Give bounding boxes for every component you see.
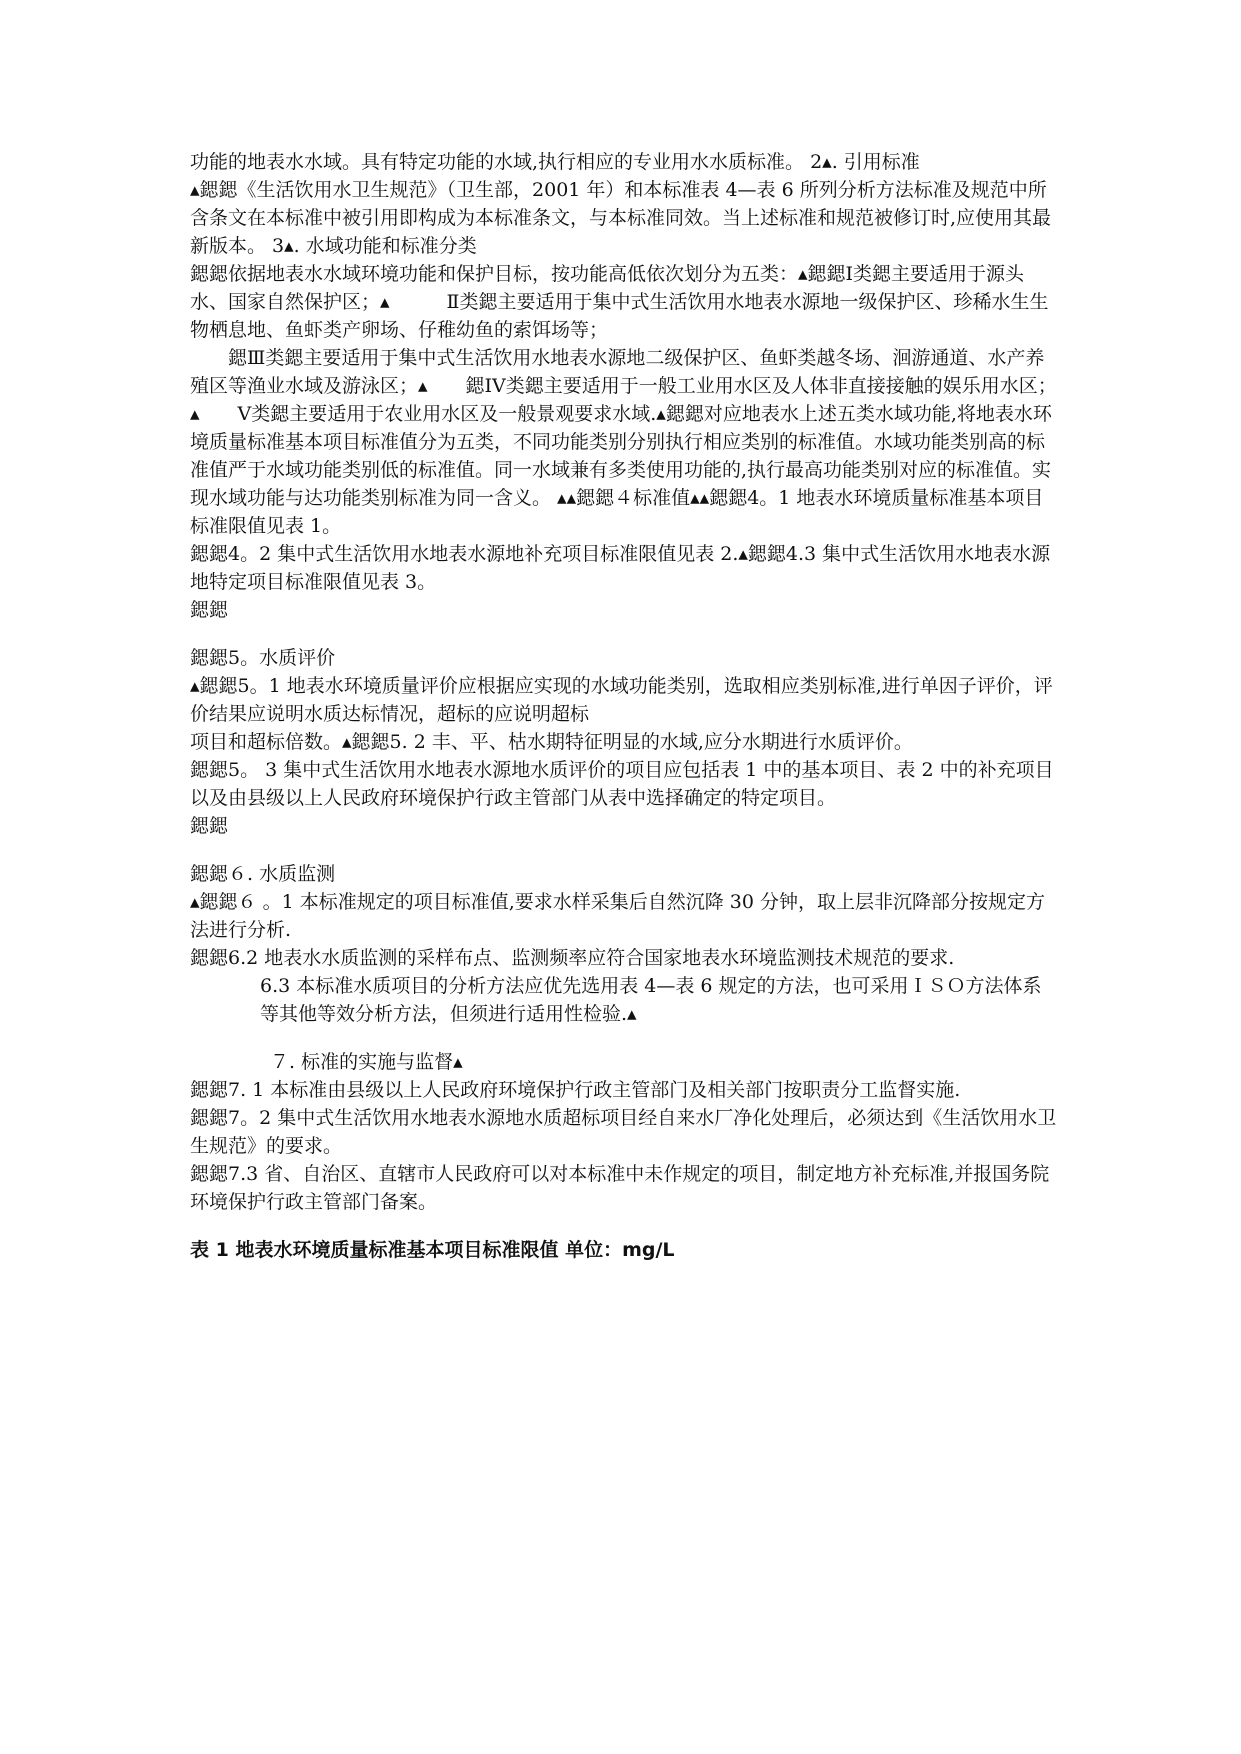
paragraph-supplement-limits: 鍶鍶4。2 集中式生活饮用水地表水源地补充项目标准限值见表 2.▴鍶鍶4.3 集中式生活饮用水地表水源地特定项目标准限值见表 3。 [190,543,1051,593]
document-page [190,148,1058,1264]
paragraph-evaluation-5-1: ▴鍶鍶5。1 地表水环境质量评价应根据应实现的水域功能类别，选取相应类别标准,进行单因子评价，评价结果应说明水质达标情况，超标的应说明超标 [190,675,1053,725]
spacer [190,624,1058,644]
paragraph-water-classes: 鍶鍶依据地表水水域环境功能和保护目标，按功能高低依次划分为五类：▴鍶鍶Ⅰ类鍶主要适用于源头水、国家自然保护区；▴ Ⅱ类鍶主要适用于集中式生活饮用水地表水源地一级保护区、珍稀水生生物栖息地、鱼虾类产卵场、仔稚幼鱼的索饵场等； [190,263,1049,341]
section-heading-implementation: ７. 标准的实施与监督▴ [270,1051,463,1073]
paragraph-monitoring-6-3: 6.3 本标准水质项目的分析方法应优先选用表 4—表 6 规定的方法，也可采用ＩＳＯ方法体系等其他等效分析方法，但须进行适用性检验.▴ [260,975,1042,1025]
section-heading-evaluation: 鍶鍶5。水质评价 [190,647,336,669]
paragraph-evaluation-5-3: 鍶鍶5。 3 集中式生活饮用水地表水源地水质评价的项目应包括表 1 中的基本项目、表 2 中的补充项目以及由县级以上人民政府环境保护行政主管部门从表中选择确定的特定项目。 [190,759,1054,809]
paragraph-evaluation-5-2: 项目和超标倍数。▴鍶鍶5. 2 丰、平、枯水期特征明显的水域,应分水期进行水质评价。 [190,731,913,753]
paragraph-implementation-7-3: 鍶鍶7.3 省、自治区、直辖市人民政府可以对本标准中未作规定的项目，制定地方补充标准,并报国务院环境保护行政主管部门备案。 [190,1163,1050,1213]
table-title: 表 1 地表水环境质量标准基本项目标准限值 单位：mg/L [190,1239,675,1261]
paragraph-referenced-standards: ▴鍶鍶《生活饮用水卫生规范》（卫生部，2001 年）和本标准表 4—表 6 所列分析方法标准及规范中所含条文在本标准中被引用即构成为本标准条文，与本标准同效。当上述标准和规范被修订时,应使用其最新版本。 3▴. 水域功能和标准分类 [190,179,1052,257]
paragraph-functional-waters: 功能的地表水水域。具有特定功能的水域,执行相应的专业用水水质标准。 2▴. 引用标准 [190,151,920,173]
spacer [190,840,1058,860]
paragraph-monitoring-6-2: 鍶鍶6.2 地表水水质监测的采样布点、监测频率应符合国家地表水环境监测技术规范的要求. [190,947,955,969]
paragraph-separator: 鍶鍶 [190,599,229,621]
paragraph-implementation-7-2: 鍶鍶7。2 集中式生活饮用水地表水源地水质超标项目经自来水厂净化处理后，必须达到《生活饮用水卫生规范》的要求。 [190,1107,1057,1157]
spacer [190,1028,1058,1048]
paragraph-implementation-7-1: 鍶鍶7. 1 本标准由县级以上人民政府环境保护行政主管部门及相关部门按职责分工监督实施. [190,1079,961,1101]
paragraph-separator: 鍶鍶 [190,815,229,837]
paragraph-monitoring-6-1: ▴鍶鍶６ 。1 本标准规定的项目标准值,要求水样采集后自然沉降 30 分钟，取上层非沉降部分按规定方法进行分析. [190,891,1046,941]
paragraph-class-details: 鍶Ⅲ类鍶主要适用于集中式生活饮用水地表水源地二级保护区、鱼虾类越冬场、洄游通道、水产养殖区等渔业水域及游泳区；▴ 鍶ⅠⅤ类鍶主要适用于一般工业用水区及人体非直接接触的娱乐用水区；▴ Ⅴ类鍶主要适用于农业用水区及一般景观要求水域.▴鍶鍶对应地表水上述五类水域功能,将地表水环境质量标准基本项目标准值分为五类，不同功能类别分别执行相应类别的标准值。水域功能类别高的标准值严于水域功能类别低的标准值。同一水域兼有多类使用功能的,执行最高功能类别对应的标准值。实现水域功能与达功能类别标准为同一含义。 ▴▴鍶鍶４标准值▴▴鍶鍶4。1 地表水环境质量标准基本项目标准限值见表 1。 [190,347,1057,537]
section-heading-monitoring: 鍶鍶６. 水质监测 [190,863,336,885]
spacer [190,1216,1058,1236]
